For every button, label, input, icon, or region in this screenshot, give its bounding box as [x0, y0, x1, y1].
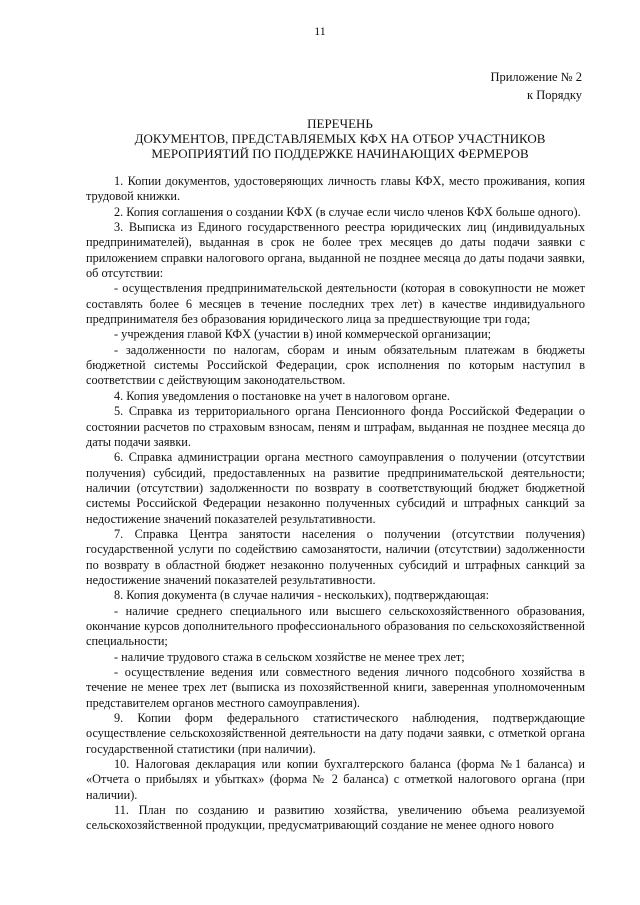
appendix-reference	[490, 68, 582, 104]
appendix-line-1: Приложение № 2	[490, 70, 582, 84]
document-body	[86, 174, 585, 834]
paragraph-item-4: 4. Копия уведомления о постановке на учет в налоговом органе.	[114, 388, 450, 403]
paragraph-item-7: 7. Справка Центра занятости населения о получении (отсутствии получения) государственной услуги по содействию самозанятости, наличии (отсутствии) задолженности по возврату в областной бюджет незаконно полученных субсидий и штрафных санкций за недостижение значений показателей результативности.	[86, 526, 585, 587]
paragraph-item-3-dash-1: - осуществления предпринимательской деятельности (которая в совокупности не может составлять более 6 месяцев в течение последних трех лет) в качестве индивидуального предпринимателя без образования юридического лица за предшествующие три года;	[86, 281, 585, 327]
paragraph-item-3-dash-3: - задолженности по налогам, сборам и иным обязательным платежам в бюджеты бюджетной системы Российской Федерации, срок исполнения по которым наступил в соответствии с действующим законодательством.	[86, 342, 585, 388]
paragraph-item-9: 9. Копии форм федерального статистического наблюдения, подтверждающие осуществление сельскохозяйственной деятельности на дату подачи заявки, с отметкой органа государственной статистики (при наличии).	[86, 711, 585, 756]
paragraph-item-8-dash-3: - осуществление ведения или совместного ведения личного подсобного хозяйства в течение не менее трех лет (выписка из похозяйственной книги, заверенная уполномоченным представителем органов местного самоуправления).	[86, 665, 585, 710]
title-line-2: ДОКУМЕНТОВ, ПРЕДСТАВЛЯЕМЫХ КФХ НА ОТБОР УЧАСТНИКОВ	[134, 131, 546, 146]
paragraph-item-5: 5. Справка из территориального органа Пенсионного фонда Российской Федерации о состоянии расчетов по страховым взносам, пеням и штрафам, выданная не позднее месяца до даты подачи заявки.	[86, 404, 585, 449]
paragraph-item-2: 2. Копия соглашения о создании КФХ (в случае если число членов КФХ больше одного).	[114, 204, 581, 219]
page-number: 11	[314, 24, 326, 38]
title-line-3: МЕРОПРИЯТИЙ ПО ПОДДЕРЖКЕ НАЧИНАЮЩИХ ФЕРМЕРОВ	[151, 146, 529, 161]
paragraph-item-8: 8. Копия документа (в случае наличия - нескольких), подтверждающая:	[114, 588, 489, 603]
paragraph-item-3: 3. Выписка из Единого государственного реестра юридических лиц (индивидуальных предпринимателей), выданная в срок не более трех месяцев до даты подачи заявки с приложением справки налогового органа, выданной не позднее месяца до даты подачи заявки, об отсутствии:	[86, 220, 585, 281]
paragraph-item-11: 11. План по созданию и развитию хозяйства, увеличению объема реализуемой сельскохозяйственной продукции, предусматривающий создание не менее одного нового	[86, 803, 585, 833]
paragraph-item-6: 6. Справка администрации органа местного самоуправления о получении (отсутствии получения) субсидий, предоставленных на развитие предпринимательской деятельности; наличии (отсутствии) задолженности по возврату в соответствующий бюджет бюджетной системы Российской Федерации незаконно полученных субсидий и штрафных санкций за недостижение значений показателей результативности.	[86, 450, 585, 526]
paragraph-item-3-dash-2: - учреждения главой КФХ (участии в) иной коммерческой организации;	[114, 327, 492, 342]
appendix-line-2: к Порядку	[527, 88, 582, 102]
paragraph-item-8-dash-1: - наличие среднего специального или высшего сельскохозяйственного образования, окончание курсов дополнительного профессионального образования по сельскохозяйственной специальности;	[86, 603, 585, 649]
paragraph-item-8-dash-2: - наличие трудового стажа в сельском хозяйстве не менее трех лет;	[114, 649, 465, 664]
paragraph-item-10: 10. Налоговая декларация или копии бухгалтерского баланса (форма №1 баланса) и «Отчета о прибылях и убытках» (форма № 2 баланса) с отметкой налогового органа (при наличии).	[86, 757, 585, 802]
title-line-1: ПЕРЕЧЕНЬ	[307, 116, 373, 131]
paragraph-item-1: 1. Копии документов, удостоверяющих личность главы КФХ, место проживания, копия трудовой книжки.	[86, 174, 585, 204]
document-title	[80, 116, 600, 161]
